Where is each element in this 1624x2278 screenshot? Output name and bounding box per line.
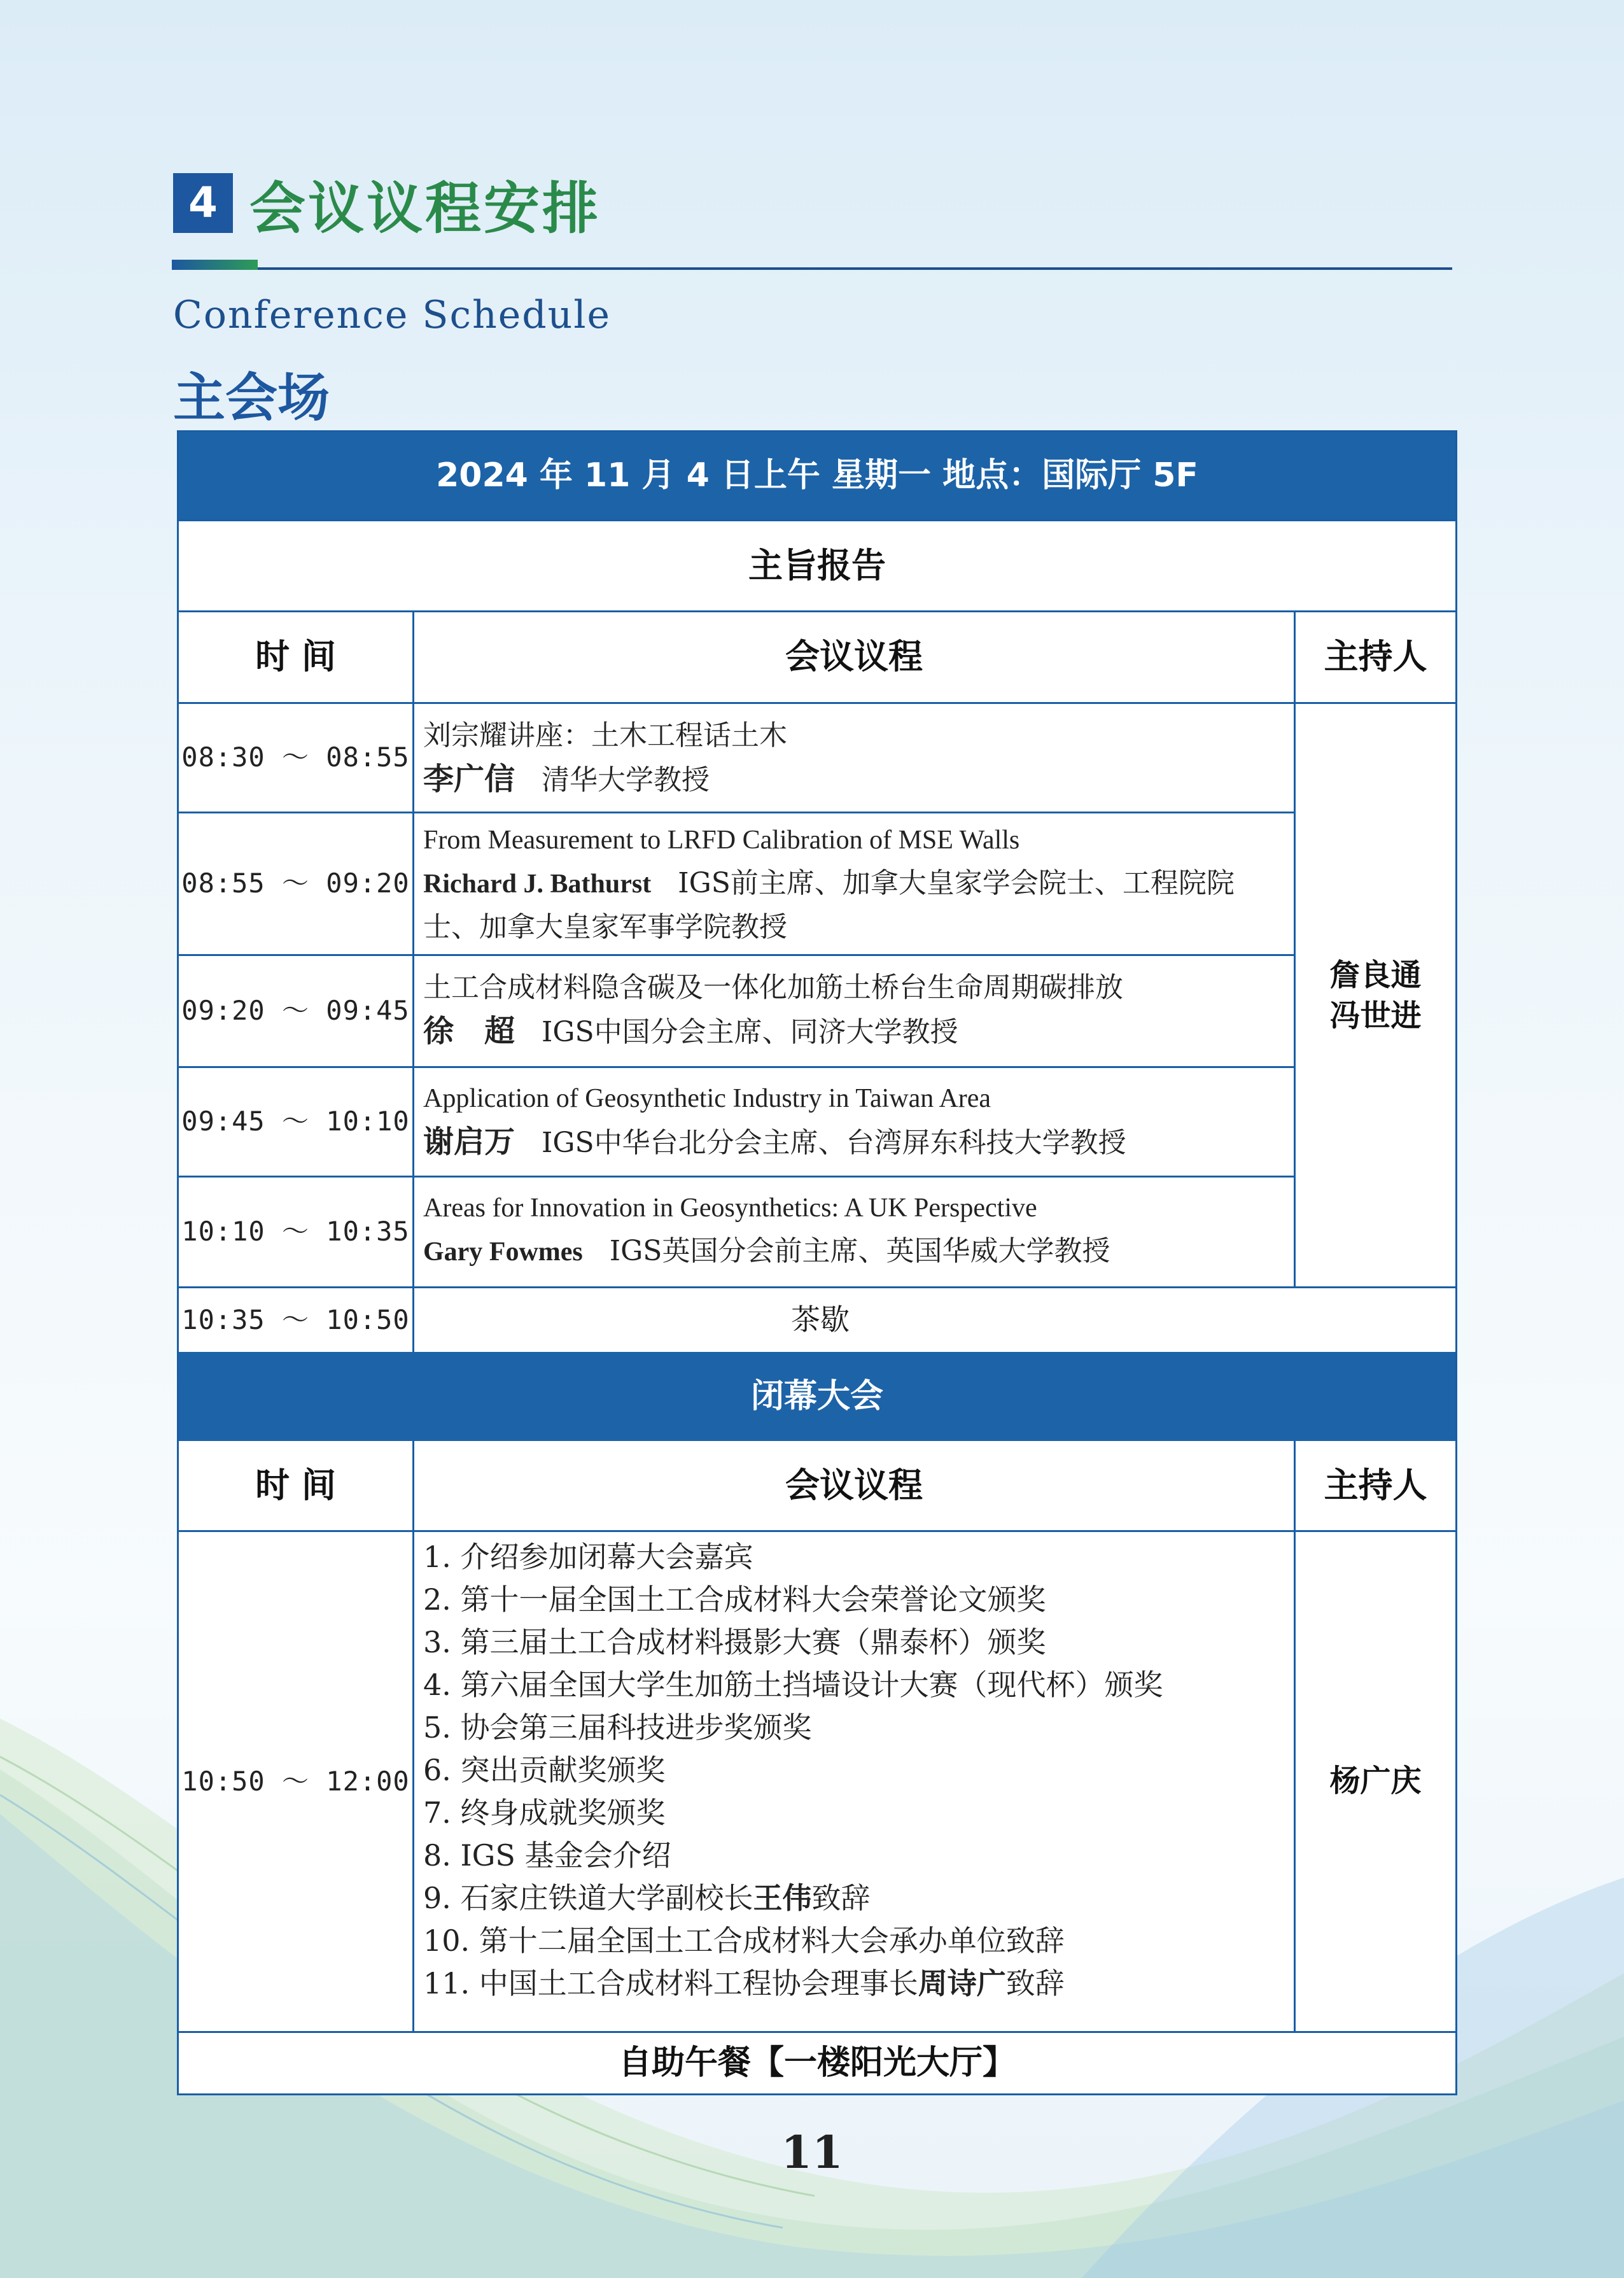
agenda-cell: [412, 812, 1294, 954]
host-name: 詹良通: [1329, 957, 1422, 993]
time-cell: 08:30 ～ 08:55: [179, 702, 412, 812]
section-subtitle-en: Conference Schedule: [173, 293, 612, 337]
break-time-cell: 10:35 ～ 10:50: [179, 1286, 412, 1352]
list-item: 11. 中国土工合成材料工程协会理事长周诗广致辞: [423, 1966, 1065, 2000]
list-item: 1. 介绍参加闭幕大会嘉宾: [423, 1540, 753, 1574]
speaker-name: Richard J. Bathurst: [423, 869, 652, 899]
list-item: 10. 第十二届全国土工合成材料大会承办单位致辞: [423, 1923, 1065, 1958]
list-item: 2. 第十一届全国土工合成材料大会荣誉论文颁奖: [423, 1582, 1046, 1617]
speaker-name: 徐 超: [423, 1013, 515, 1049]
talk-title: Areas for Innovation in Geosynthetics: A UK Perspective: [423, 1193, 1037, 1223]
speaker-name: Gary Fowmes: [423, 1237, 583, 1267]
list-item: 5. 协会第三届科技进步奖颁奖: [423, 1710, 812, 1745]
keynote-header: 主旨报告: [179, 519, 1455, 610]
speaker-affiliation: 清华大学教授: [542, 764, 710, 796]
time-cell: 08:55 ～ 09:20: [179, 812, 412, 954]
page-number: 11: [781, 2126, 843, 2179]
lunch-row: 自助午餐【一楼阳光大厅】: [179, 2031, 1455, 2093]
agenda-cell: [412, 702, 1294, 812]
speaker-name: 李广信: [423, 761, 515, 797]
list-item: 7. 终身成就奖颁奖: [423, 1796, 666, 1830]
title-divider: [172, 267, 1452, 270]
date-banner: 2024 年 11 月 4 日上午 星期一 地点：国际厅 5F: [179, 432, 1455, 519]
talk-title: Application of Geosynthetic Industry in Taiwan Area: [423, 1084, 991, 1113]
col-header-time: 时 间: [179, 610, 412, 702]
section-title: 会议议程安排: [249, 176, 601, 241]
list-item: 3. 第三届土工合成材料摄影大赛（鼎泰杯）颁奖: [423, 1625, 1046, 1659]
speaker-name: 谢启万: [423, 1124, 515, 1160]
list-item: 9. 石家庄铁道大学副校长王伟致辞: [423, 1881, 871, 1915]
speaker-affiliation: IGS英国分会前主席、英国华威大学教授: [609, 1235, 1110, 1267]
closing-host-cell: 杨广庆: [1294, 1530, 1455, 2031]
speaker-affiliation: IGS前主席、加拿大皇家学会院士、工程院院士、加拿大皇家军事学院教授: [423, 867, 1235, 943]
host-name: 冯世进: [1329, 997, 1422, 1034]
speaker-affiliation: IGS中国分会主席、同济大学教授: [542, 1016, 958, 1048]
closing-agenda-list: [412, 1530, 1294, 2031]
venue-title: 主会场: [173, 367, 330, 428]
col-header-agenda: 会议议程: [412, 610, 1294, 702]
speaker-affiliation: IGS中华台北分会主席、台湾屏东科技大学教授: [542, 1127, 1126, 1159]
list-item: 8. IGS 基金会介绍: [423, 1838, 671, 1873]
agenda-cell: [412, 954, 1294, 1066]
schedule-table: [177, 430, 1457, 2095]
time-cell: 09:45 ～ 10:10: [179, 1066, 412, 1176]
col-header-agenda: 会议议程: [412, 1441, 1294, 1530]
closing-time-cell: 10:50 ～ 12:00: [179, 1530, 412, 2031]
agenda-cell: [412, 1066, 1294, 1176]
col-header-host: 主持人: [1294, 1441, 1455, 1530]
time-cell: 10:10 ～ 10:35: [179, 1176, 412, 1286]
break-label: 茶歇: [791, 1302, 850, 1337]
talk-title: 刘宗耀讲座：土木工程话土木: [423, 719, 787, 752]
speaker-name: 周诗广: [918, 1966, 1006, 2000]
talk-title: 土工合成材料隐含碳及一体化加筋土桥台生命周期碳排放: [423, 971, 1123, 1004]
break-label-cell: [412, 1286, 1455, 1352]
list-item: 6. 突出贡献奖颁奖: [423, 1753, 666, 1787]
closing-header: 闭幕大会: [179, 1352, 1455, 1441]
talk-title: From Measurement to LRFD Calibration of MSE Walls: [423, 826, 1020, 855]
section-number-badge: 4: [173, 173, 233, 233]
keynote-host-cell: [1294, 702, 1455, 1286]
time-cell: 09:20 ～ 09:45: [179, 954, 412, 1066]
speaker-name: 王伟: [753, 1881, 812, 1915]
col-header-host: 主持人: [1294, 610, 1455, 702]
col-header-time: 时 间: [255, 1465, 336, 1505]
agenda-cell: [412, 1176, 1294, 1286]
list-item: 4. 第六届全国大学生加筋土挡墙设计大赛（现代杯）颁奖: [423, 1668, 1163, 1702]
title-divider-accent: [172, 260, 258, 270]
